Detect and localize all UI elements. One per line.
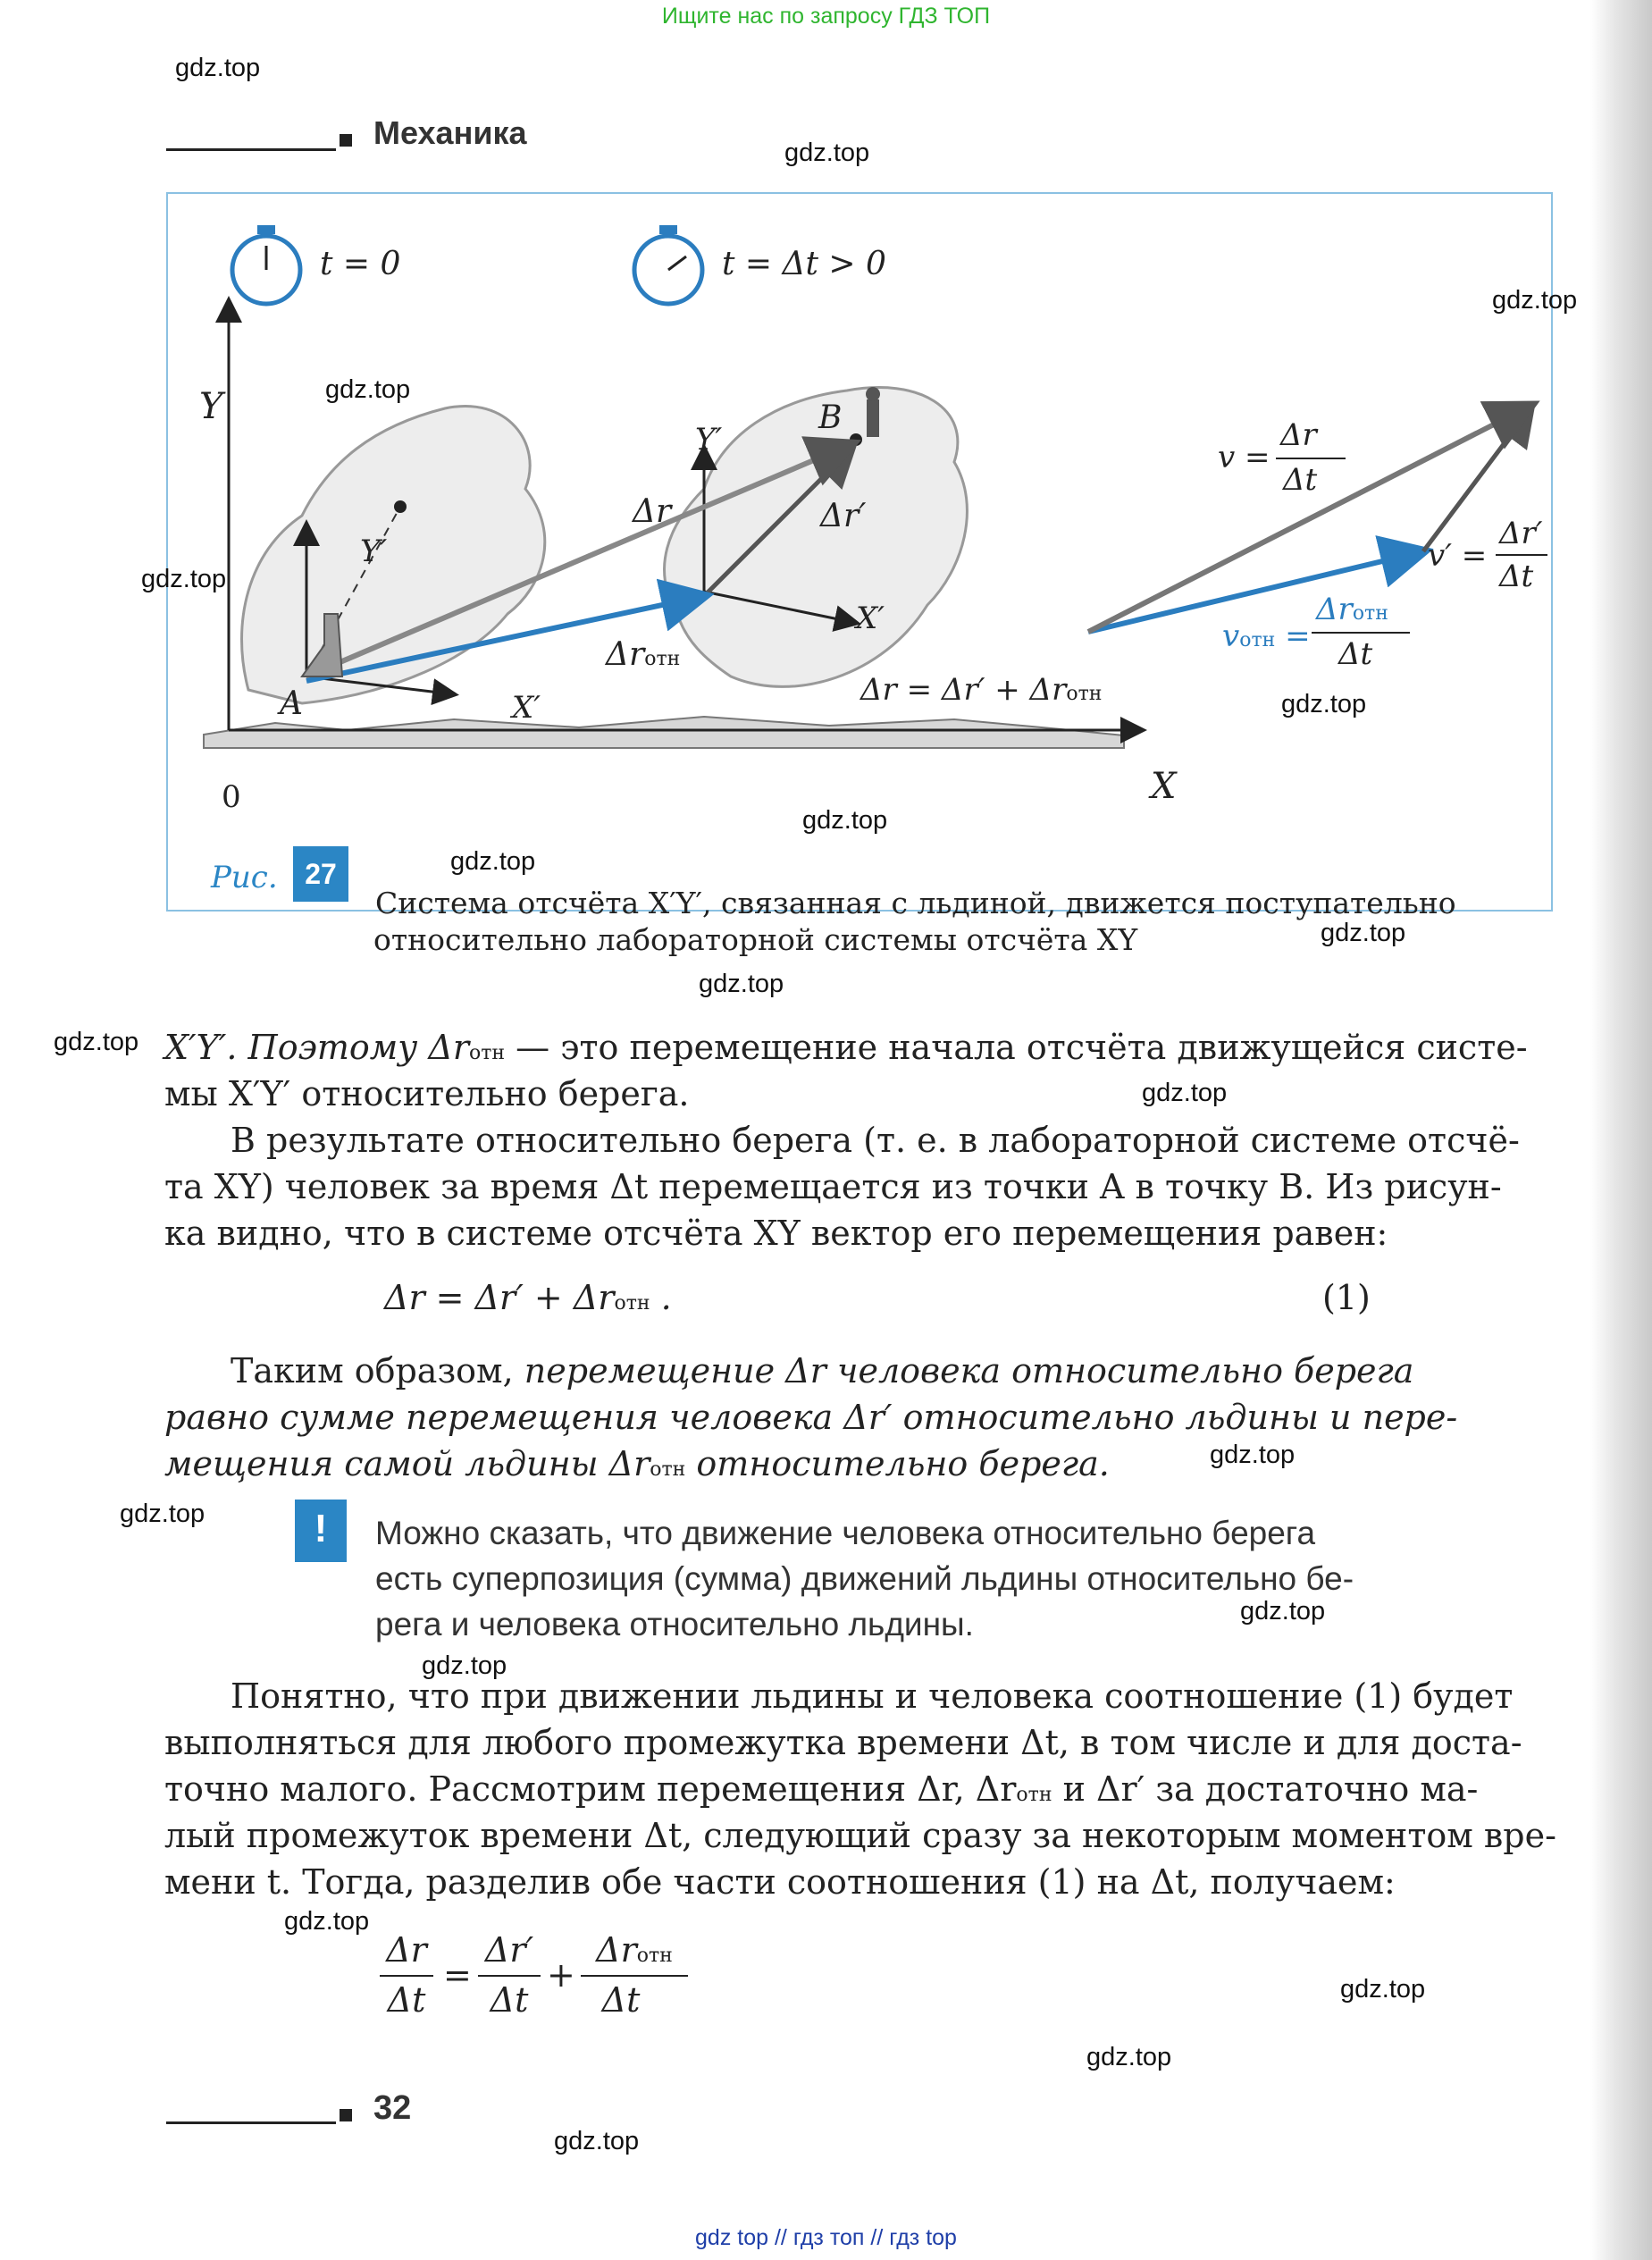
p3-line-2: равно сумме перемещения человека Δr′ относительно льдины и пере- <box>164 1398 1458 1437</box>
frac-bar-v <box>1276 458 1346 459</box>
label-v-prime-den: Δt <box>1499 559 1534 594</box>
header-bullet <box>340 134 352 147</box>
caption-line-1: Система отсчёта X′Y′, связанная с льдиной, движется поступательно <box>375 886 1456 920</box>
watermark: gdz.top <box>1492 286 1578 315</box>
label-v-prime: v′ = <box>1428 538 1488 574</box>
frac-bar-v-rel <box>1312 632 1410 634</box>
axis-label-x-prime-a: X′ <box>512 690 541 726</box>
p1-line-1: X′Y′. Поэтому Δrотн — это перемещение начала отсчёта движущейся систе- <box>164 1028 1528 1067</box>
axis-label-y-prime-a: Y′ <box>360 533 388 569</box>
p3-line-3: мещения самой льдины Δrотн относительно берега. <box>164 1444 1110 1483</box>
p1-line-2: мы X′Y′ относительно берега. <box>164 1074 690 1113</box>
eq2-num-2: Δr′ <box>484 1930 534 1970</box>
watermark: gdz.top <box>1086 2043 1172 2071</box>
p4-line-2: выполняться для любого промежутка времени Δt, в том числе и для доста- <box>164 1723 1522 1762</box>
p4-line-4: лый промежуток времени Δt, следующий сразу за некоторым моментом вре- <box>164 1816 1556 1855</box>
label-v-prime-num: Δr′ <box>1499 516 1543 551</box>
page-edge-shadow <box>1590 0 1652 2260</box>
axis-label-y-prime-b: Y′ <box>695 422 723 458</box>
person-end <box>867 399 879 437</box>
watermark: gdz.top <box>450 847 536 876</box>
equation-1-number: (1) <box>1322 1278 1371 1317</box>
page-number: 32 <box>373 2089 412 2127</box>
watermark: gdz.top <box>1340 1975 1426 2004</box>
header-rule <box>166 148 336 151</box>
watermark: gdz.top <box>554 2127 640 2155</box>
label-dr-prime: Δr′ <box>820 498 867 534</box>
timer-label-2: t = Δt > 0 <box>722 246 886 282</box>
watermark: gdz.top <box>54 1028 139 1056</box>
page-number-rule <box>166 2121 336 2124</box>
flag-point-1 <box>394 500 407 513</box>
note-line-1: Можно сказать, что движение человека относительно берега <box>375 1515 1316 1551</box>
section-title: Механика <box>373 114 527 151</box>
watermark: gdz.top <box>1281 690 1367 718</box>
page-number-bullet <box>340 2109 352 2121</box>
point-a-label: A <box>280 685 303 722</box>
eq2-plus: + <box>547 1955 575 1995</box>
eq2-bar-3 <box>581 1975 688 1977</box>
shore-ground <box>204 717 1124 748</box>
point-b <box>850 433 862 446</box>
watermark: gdz.top <box>422 1651 507 1680</box>
axis-origin: 0 <box>222 779 241 815</box>
watermark: gdz.top <box>784 139 870 167</box>
p3-line-1: Таким образом, перемещение Δr человека относительно берега <box>231 1351 1414 1390</box>
note-line-2: есть суперпозиция (сумма) движений льдины относительно бе- <box>375 1560 1354 1597</box>
label-v-den: Δt <box>1283 462 1318 498</box>
figure-27 <box>166 192 1553 920</box>
p4-line-3: точно малого. Рассмотрим перемещения Δr, Δrотн и Δr′ за достаточно ма- <box>164 1769 1479 1809</box>
eq2-num-3: Δrотн <box>596 1930 673 1970</box>
caption-line-2: относительно лабораторной системы отсчёта XY <box>373 922 1138 957</box>
eq2-den-1: Δt <box>387 1980 426 2020</box>
equation-1: Δr = Δr′ + Δrотн . <box>384 1278 672 1317</box>
eq2-bar-2 <box>478 1975 541 1977</box>
p4-line-1: Понятно, что при движении льдины и человека соотношение (1) будет <box>231 1676 1514 1716</box>
p2-line-2: та XY) человек за время Δt перемещается из точки A в точку B. Из рисун- <box>164 1167 1502 1206</box>
eq2-equals: = <box>443 1955 472 1995</box>
note-icon-box <box>295 1500 347 1562</box>
axis-label-y: Y <box>199 386 223 427</box>
label-dr: Δr <box>633 493 672 530</box>
watermark: gdz.top <box>284 1907 370 1936</box>
label-v-rel-num: Δrотн <box>1316 592 1388 627</box>
watermark: gdz.top <box>1210 1441 1296 1469</box>
eq2-bar-1 <box>380 1975 433 1977</box>
watermark: gdz.top <box>141 565 227 593</box>
watermark: gdz.top <box>120 1500 205 1528</box>
label-sum-equation: Δr = Δr′ + Δrотн <box>860 672 1103 708</box>
watermark: gdz.top <box>325 375 411 404</box>
watermark: gdz.top <box>802 806 888 835</box>
p2-line-3: ка видно, что в системе отсчёта XY вектор его перемещения равен: <box>164 1214 1388 1253</box>
watermark: gdz.top <box>1240 1597 1326 1626</box>
axis-label-x: X <box>1151 766 1177 807</box>
label-dr-rel: Δrотн <box>606 636 681 673</box>
watermark: gdz.top <box>1321 919 1406 947</box>
exclamation-icon: ! <box>314 1507 328 1550</box>
eq2-den-3: Δt <box>601 1980 641 2020</box>
label-v: v = <box>1218 440 1270 475</box>
frac-bar-v-prime <box>1496 554 1547 556</box>
note-line-3: рега и человека относительно льдины. <box>375 1606 974 1642</box>
note-text <box>375 1510 1555 1647</box>
eq2-num-1: Δr <box>386 1930 427 1970</box>
watermark: gdz.top <box>699 970 784 998</box>
p4-line-5: мени t. Тогда, разделив обе части соотношения (1) на Δt, получаем: <box>164 1862 1396 1902</box>
label-v-rel: vотн = <box>1222 618 1311 654</box>
p2-line-1: В результате относительно берега (т. е. в лабораторной системе отсчё- <box>231 1121 1520 1160</box>
ice-floe-start <box>242 406 545 703</box>
label-v-rel-den: Δt <box>1338 636 1373 672</box>
point-b-label: B <box>818 399 843 436</box>
top-banner[interactable]: Ищите нас по запросу ГДЗ ТОП <box>661 4 991 29</box>
caption-number: 27 <box>293 846 348 902</box>
eq2-den-2: Δt <box>490 1980 529 2020</box>
timer-label-1: t = 0 <box>320 246 401 282</box>
watermark: gdz.top <box>175 54 261 82</box>
label-v-num: Δr <box>1280 417 1317 453</box>
caption-label: Рис. <box>211 860 278 895</box>
footer-links[interactable]: gdz top // гдз топ // гдз top <box>695 2225 957 2250</box>
watermark: gdz.top <box>1142 1079 1228 1107</box>
axis-label-x-prime-b: X′ <box>856 601 885 636</box>
